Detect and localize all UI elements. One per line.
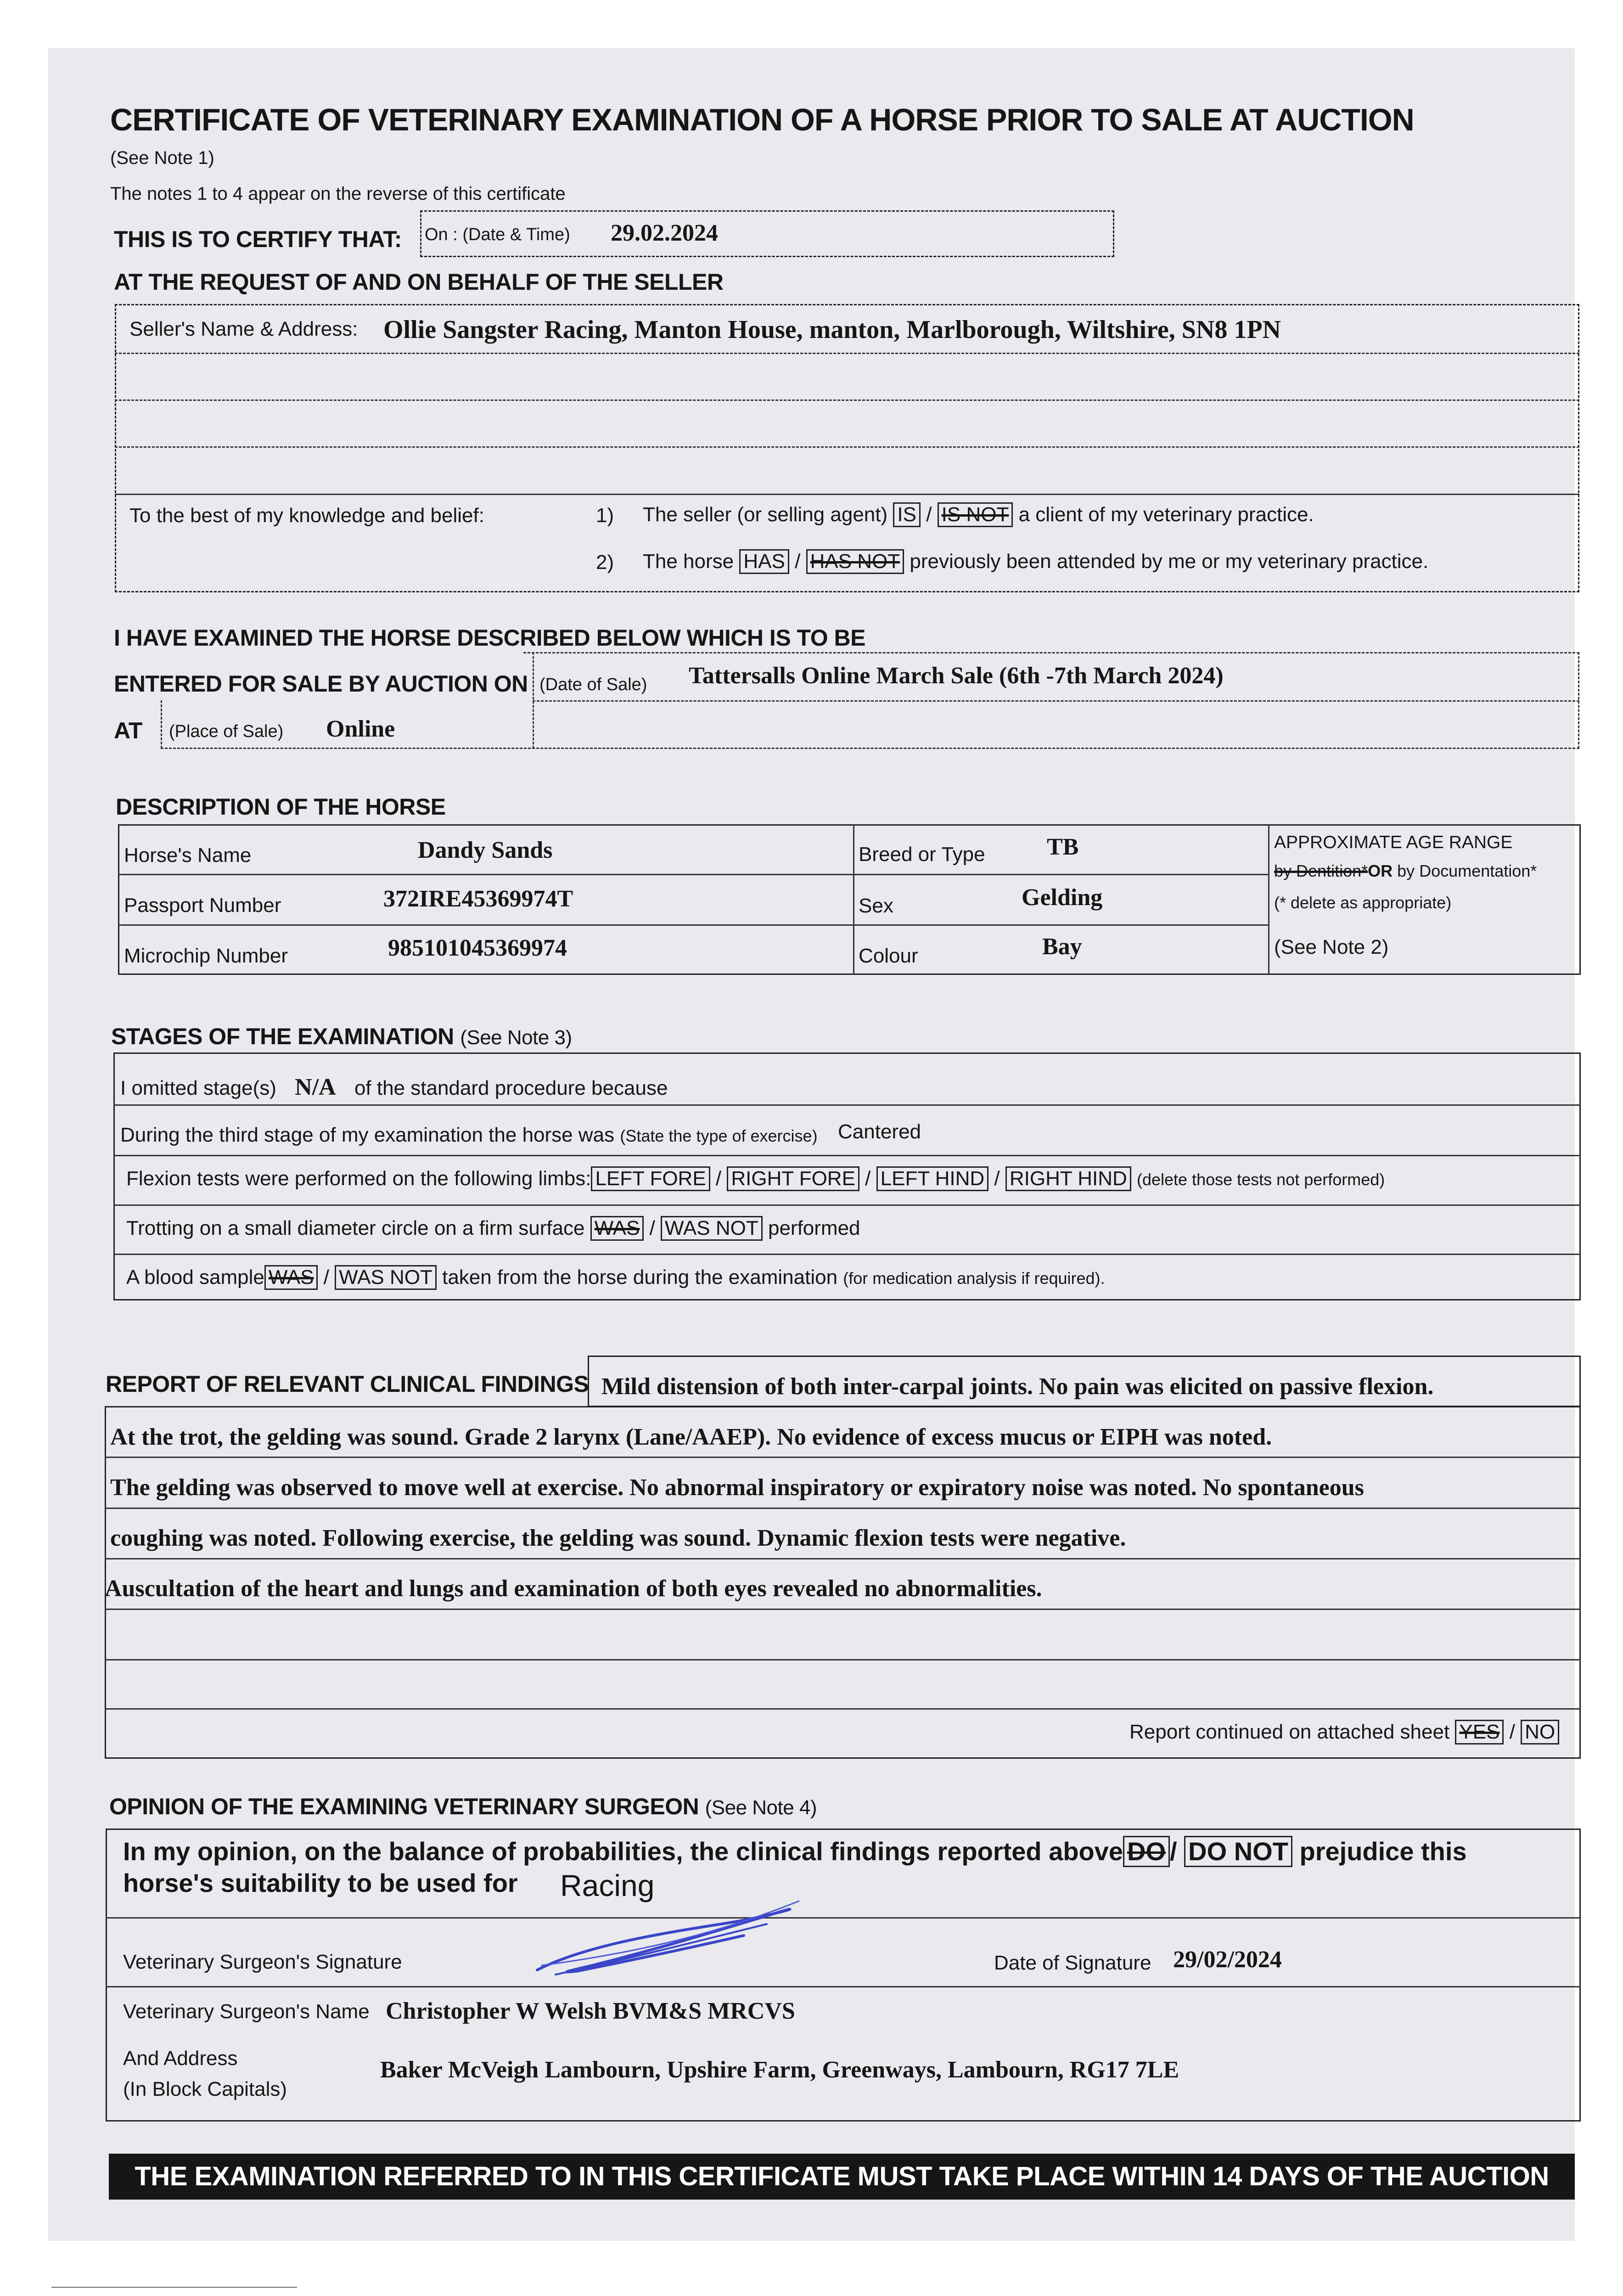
colour-label: Colour (859, 945, 918, 967)
omitted-text: I omitted stage(s) (120, 1077, 276, 1099)
breed-label: Breed or Type (859, 843, 985, 866)
blood-tail: taken from the horse during the examination (442, 1266, 838, 1289)
sale-date-value[interactable]: Tattersalls Online March Sale (6th -7th March 2024) (689, 663, 1224, 689)
exam-date: 29.02.2024 (611, 220, 718, 246)
third-stage-text: During the third stage of my examination the horse was (120, 1124, 615, 1146)
at-label: AT (114, 718, 142, 743)
opinion-tail: prejudice this (1299, 1837, 1467, 1866)
has-not-option[interactable]: HAS NOT (806, 549, 904, 574)
age-range-heading: APPROXIMATE AGE RANGE (1274, 833, 1513, 852)
vet-signature-image (528, 1892, 813, 1984)
divider (161, 700, 162, 748)
footer-banner: THE EXAMINATION REFERRED TO IN THIS CERTIFICATE MUST TAKE PLACE WITHIN 14 DAYS OF THE AUCTION (109, 2154, 1575, 2200)
sex-value[interactable]: Gelding (1022, 884, 1103, 911)
do-not-option[interactable]: DO NOT (1184, 1836, 1292, 1867)
omitted-stage-row (120, 1074, 668, 1101)
separator: / (323, 1266, 329, 1289)
item1-text: The seller (or selling agent) (643, 503, 888, 526)
omitted-value[interactable]: N/A (295, 1074, 336, 1100)
signature-label: Veterinary Surgeon's Signature (123, 1951, 402, 1973)
vet-name-value[interactable]: Christopher W Welsh BVM&S MRCVS (386, 1998, 795, 2024)
sale-place-value[interactable]: Online (326, 716, 395, 742)
is-option[interactable]: IS (893, 502, 921, 527)
third-stage-row (120, 1124, 818, 1147)
divider (115, 400, 1579, 401)
flexion-note: (delete those tests not performed) (1136, 1170, 1385, 1189)
suitability-line: horse's suitability to be used for (123, 1868, 518, 1897)
divider (161, 748, 1579, 749)
divider (523, 652, 1579, 653)
certify-label: THIS IS TO CERTIFY THAT: (114, 226, 402, 252)
horse-attended-statement (643, 549, 1428, 574)
divider (115, 446, 1579, 448)
seller-client-statement (643, 502, 1314, 527)
report-line[interactable]: At the trot, the gelding was sound. Grade 2 larynx (Lane/AAEP). No evidence of excess mucus or EIPH was noted. (110, 1424, 1272, 1450)
stages-title: STAGES OF THE EXAMINATION (111, 1024, 454, 1049)
vet-address-sub: (In Block Capitals) (123, 2078, 287, 2100)
separator: / (795, 550, 801, 573)
entered-label: ENTERED FOR SALE BY AUCTION ON (114, 671, 528, 697)
colour-value[interactable]: Bay (1042, 934, 1082, 960)
divider (106, 1986, 1581, 1987)
divider (105, 1457, 1581, 1458)
stages-note: (See Note 3) (460, 1026, 572, 1049)
omitted-tail: of the standard procedure because (354, 1077, 668, 1099)
separator: / (715, 1167, 722, 1190)
separator: / (865, 1167, 871, 1190)
divider (533, 700, 1579, 702)
microchip-value[interactable]: 985101045369974 (388, 935, 567, 961)
item1-number: 1) (596, 504, 614, 527)
sale-date-label: (Date of Sale) (539, 675, 647, 694)
trotting-row (126, 1216, 860, 1241)
stages-heading (111, 1023, 572, 1050)
third-stage-note: (State the type of exercise) (620, 1126, 818, 1145)
divider (105, 1508, 1581, 1509)
item1-tail: a client of my veterinary practice. (1018, 503, 1314, 526)
exercise-value[interactable]: Cantered (838, 1120, 921, 1143)
report-line[interactable]: The gelding was observed to move well at exercise. No abnormal inspiratory or expiratory noise was noted. No spontaneous (110, 1474, 1364, 1501)
separator: / (926, 503, 932, 526)
divider (105, 1659, 1581, 1660)
signature-date-label: Date of Signature (994, 1952, 1151, 1974)
item2-tail: previously been attended by me or my veterinary practice. (910, 550, 1429, 573)
date-time-label: On : (Date & Time) (425, 225, 570, 244)
age-method (1274, 861, 1537, 881)
age-delete-note: (* delete as appropriate) (1274, 893, 1452, 912)
signature-date-value[interactable]: 29/02/2024 (1173, 1947, 1282, 1973)
by-documentation-option[interactable]: by Documentation* (1397, 861, 1537, 880)
blood-text: A blood sample (126, 1266, 264, 1289)
microchip-label: Microchip Number (124, 945, 288, 967)
divider (106, 1917, 1581, 1919)
do-option[interactable]: DO (1123, 1836, 1170, 1867)
horse-name-label: Horse's Name (124, 844, 252, 867)
continued-no-option[interactable]: NO (1521, 1720, 1559, 1745)
separator: / (1170, 1837, 1177, 1866)
place-label: (Place of Sale) (169, 722, 284, 741)
divider (105, 1609, 1581, 1610)
seller-name-value[interactable]: Ollie Sangster Racing, Manton House, manton, Marlborough, Wiltshire, SN8 1PN (383, 315, 1281, 344)
divider (115, 494, 1579, 495)
knowledge-label: To the best of my knowledge and belief: (129, 504, 484, 527)
flexion-text: Flexion tests were performed on the following limbs: (126, 1167, 591, 1190)
divider (105, 1708, 1581, 1710)
left-fore-option[interactable]: LEFT FORE (591, 1166, 710, 1191)
separator: / (994, 1167, 1000, 1190)
blood-sample-row (126, 1265, 1105, 1290)
divider (113, 1155, 1581, 1156)
passport-value[interactable]: 372IRE45369974T (383, 886, 573, 912)
has-option[interactable]: HAS (739, 549, 789, 574)
by-dentition-option[interactable]: by Dentition* (1274, 861, 1368, 880)
blood-was-option[interactable]: WAS (264, 1265, 318, 1290)
is-not-option[interactable]: IS NOT (938, 502, 1013, 527)
trotting-was-not-option[interactable]: WAS NOT (661, 1216, 763, 1241)
divider (118, 874, 1268, 875)
seller-name-label: Seller's Name & Address: (129, 318, 358, 340)
vet-address-value[interactable]: Baker McVeigh Lambourn, Upshire Farm, Greenways, Lambourn, RG17 7LE (380, 2057, 1179, 2083)
item2-number: 2) (596, 551, 614, 574)
divider (118, 924, 1268, 926)
report-line[interactable]: Auscultation of the heart and lungs and examination of both eyes revealed no abnormalities. (105, 1576, 1042, 1602)
report-continued (1129, 1720, 1559, 1745)
vet-address-label: And Address (123, 2047, 238, 2070)
item2-text: The horse (643, 550, 734, 573)
examined-label: I HAVE EXAMINED THE HORSE DESCRIBED BELOW WHICH IS TO BE (114, 625, 865, 651)
opinion-text: In my opinion, on the balance of probabilities, the clinical findings reported above (123, 1837, 1123, 1866)
opinion-note: (See Note 4) (705, 1796, 817, 1819)
report-line[interactable]: Mild distension of both inter-carpal joints. No pain was elicited on passive flexion. (601, 1373, 1434, 1400)
opinion-statement (123, 1836, 1467, 1867)
notes-reference: The notes 1 to 4 appear on the reverse of this certificate (110, 184, 566, 204)
right-fore-option[interactable]: RIGHT FORE (727, 1166, 859, 1191)
trotting-text: Trotting on a small diameter circle on a firm surface (126, 1217, 585, 1239)
divider (115, 353, 1579, 354)
divider (113, 1204, 1581, 1206)
passport-label: Passport Number (124, 894, 281, 917)
blood-was-not-option[interactable]: WAS NOT (335, 1265, 437, 1290)
report-line[interactable]: coughing was noted. Following exercise, the gelding was sound. Dynamic flexion tests were negative. (110, 1525, 1126, 1551)
separator: / (649, 1217, 655, 1239)
continued-text: Report continued on attached sheet (1129, 1721, 1450, 1743)
trotting-tail: performed (768, 1217, 860, 1239)
vet-name-label: Veterinary Surgeon's Name (123, 2000, 370, 2023)
separator: / (1509, 1721, 1515, 1743)
divider (113, 1254, 1581, 1255)
sex-label: Sex (859, 895, 893, 917)
request-label: AT THE REQUEST OF AND ON BEHALF OF THE SELLER (114, 269, 724, 295)
age-see-note: (See Note 2) (1274, 936, 1389, 958)
continued-yes-option[interactable]: YES (1455, 1720, 1504, 1745)
opinion-heading (109, 1793, 817, 1820)
description-heading: DESCRIPTION OF THE HORSE (116, 794, 446, 820)
trotting-was-option[interactable]: WAS (590, 1216, 644, 1241)
opinion-title: OPINION OF THE EXAMINING VETERINARY SURGEON (109, 1794, 699, 1819)
report-heading: REPORT OF RELEVANT CLINICAL FINDINGS (106, 1371, 589, 1397)
divider (1268, 824, 1269, 975)
see-note-1: (See Note 1) (110, 148, 214, 168)
divider (113, 1104, 1581, 1106)
certificate-title: CERTIFICATE OF VETERINARY EXAMINATION OF A HORSE PRIOR TO SALE AT AUCTION (110, 102, 1414, 137)
blood-note: (for medication analysis if required). (843, 1269, 1105, 1288)
divider (51, 2287, 297, 2288)
right-hind-option[interactable]: RIGHT HIND (1005, 1166, 1131, 1191)
suitability-use-value[interactable]: Racing (560, 1868, 655, 1902)
flexion-row (126, 1166, 1385, 1191)
left-hind-option[interactable]: LEFT HIND (876, 1166, 989, 1191)
or-label: OR (1368, 861, 1393, 880)
divider (853, 824, 854, 975)
breed-value[interactable]: TB (1047, 834, 1079, 860)
horse-name-value[interactable]: Dandy Sands (418, 837, 553, 863)
divider (105, 1558, 1581, 1559)
